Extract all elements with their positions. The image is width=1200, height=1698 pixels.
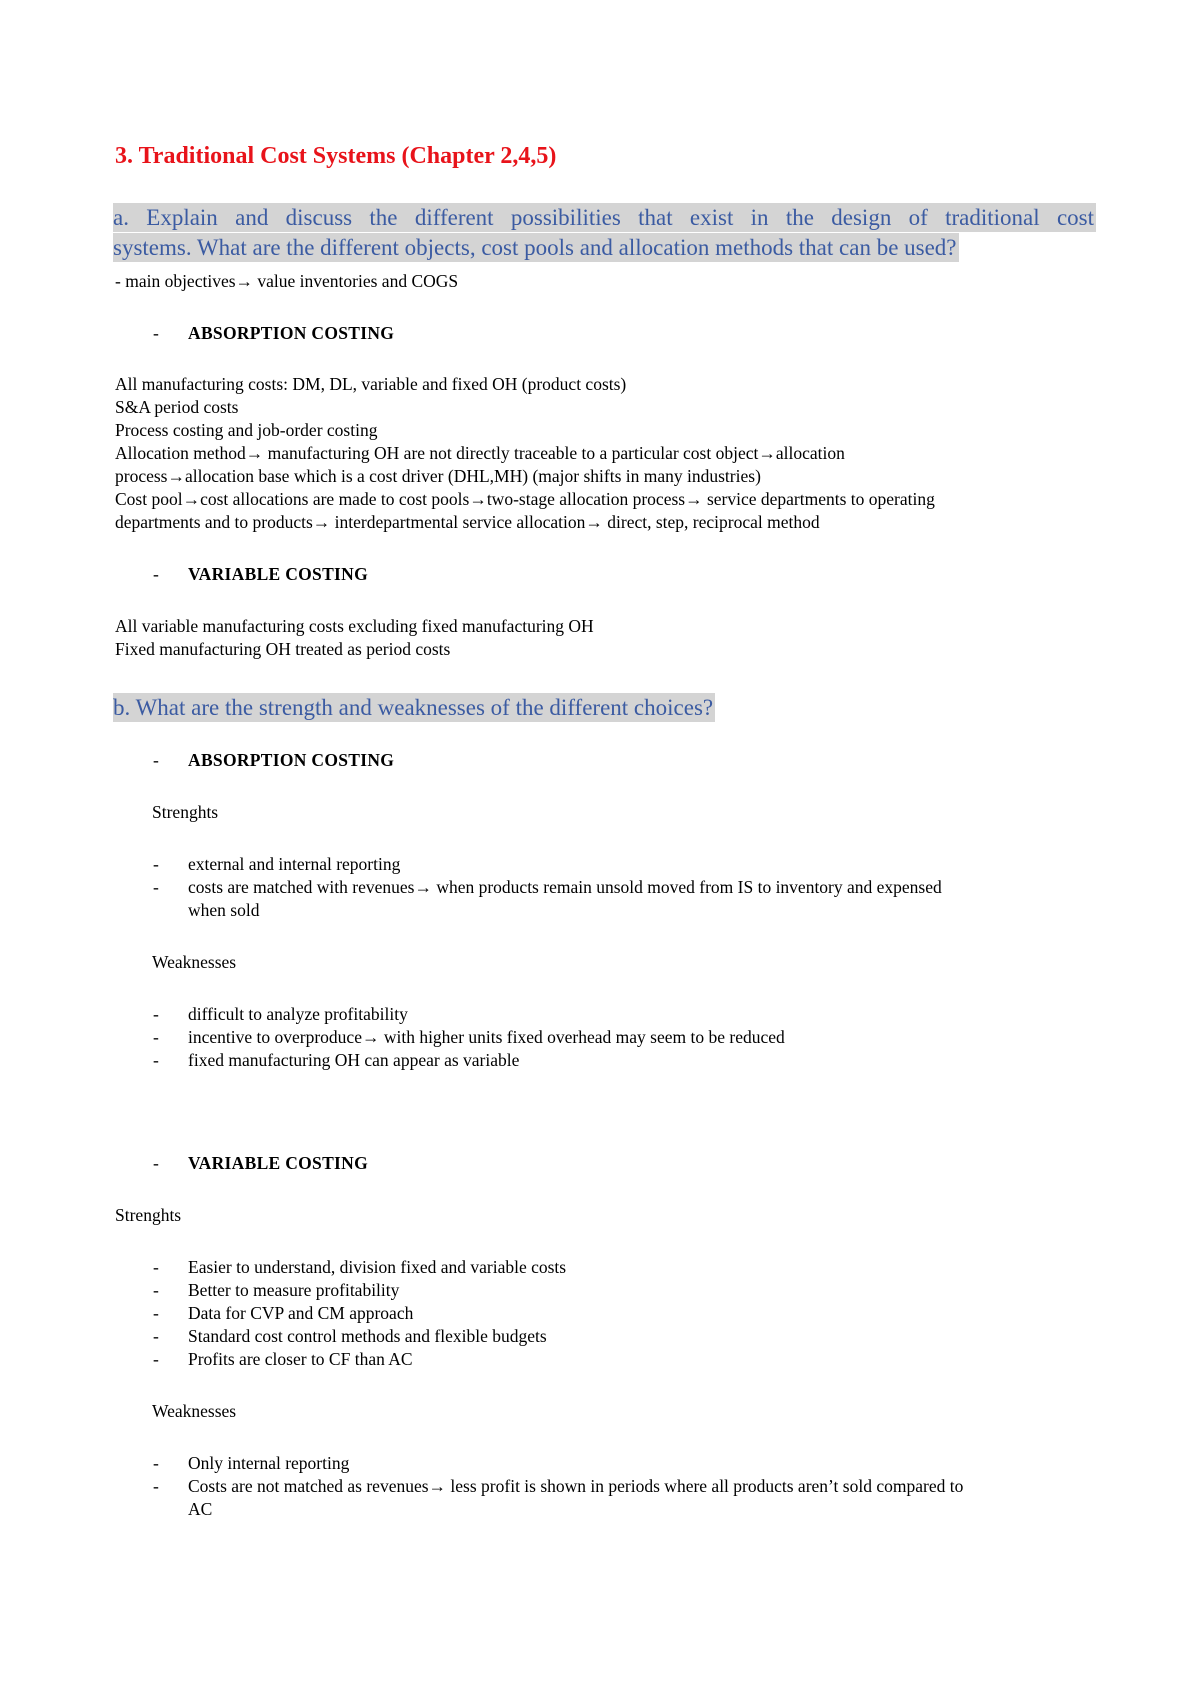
bullet-dash: -: [153, 1257, 159, 1277]
bullet-dash: -: [153, 323, 159, 343]
list-item: Easier to understand, division fixed and variable costs: [188, 1257, 567, 1277]
weaknesses-label: Weaknesses: [152, 952, 237, 972]
page-title: 3. Traditional Cost Systems (Chapter 2,4,5): [115, 143, 557, 169]
paragraph-line: process→allocation base which is a cost driver (DHL,MH) (major shifts in many industries): [115, 466, 761, 486]
list-item: incentive to overproduce→ with higher units fixed overhead may seem to be reduced: [188, 1027, 785, 1047]
list-item: external and internal reporting: [188, 854, 401, 874]
paragraph-line: departments and to products→ interdepartmental service allocation→ direct, step, reciprocal method: [115, 512, 820, 532]
paragraph-line: Cost pool→cost allocations are made to cost pools→two-stage allocation process→ service departments to operating: [115, 489, 935, 509]
bullet-dash: -: [153, 1153, 159, 1173]
bullet-dash: -: [153, 1027, 159, 1047]
list-item: Profits are closer to CF than AC: [188, 1349, 413, 1369]
bullet-dash: -: [153, 877, 159, 897]
intro-text: - main objectives→ value inventories and COGS: [115, 271, 459, 291]
bullet-dash: -: [153, 1303, 159, 1323]
list-item: Data for CVP and CM approach: [188, 1303, 414, 1323]
bullet-dash: -: [153, 1453, 159, 1473]
list-item: costs are matched with revenues→ when products remain unsold moved from IS to inventory and expensed: [188, 877, 942, 897]
paragraph-line: All variable manufacturing costs excluding fixed manufacturing OH: [115, 616, 594, 636]
weaknesses-label: Weaknesses: [152, 1401, 237, 1421]
list-item-continuation: when sold: [188, 900, 260, 920]
paragraph-line: Allocation method→ manufacturing OH are not directly traceable to a particular cost object→allocation: [115, 443, 845, 463]
section-heading-variable: VARIABLE COSTING: [188, 564, 369, 584]
list-item: fixed manufacturing OH can appear as variable: [188, 1050, 520, 1070]
bullet-dash: -: [153, 1050, 159, 1070]
bullet-dash: -: [153, 1476, 159, 1496]
strengths-label: Strenghts: [115, 1205, 182, 1225]
question-a-line-2: systems. What are the different objects, cost pools and allocation methods that can be used?: [113, 235, 957, 260]
list-item: difficult to analyze profitability: [188, 1004, 408, 1024]
bullet-dash: -: [153, 1004, 159, 1024]
list-item-continuation: AC: [188, 1499, 213, 1519]
question-b: b. What are the strength and weaknesses of the different choices?: [113, 695, 714, 720]
strengths-label: Strenghts: [152, 802, 219, 822]
bullet-dash: -: [153, 1326, 159, 1346]
list-item: Costs are not matched as revenues→ less profit is shown in periods where all products aren’t sold compared to: [188, 1476, 964, 1496]
section-heading-variable-b: VARIABLE COSTING: [188, 1153, 369, 1173]
paragraph-line: Process costing and job-order costing: [115, 420, 378, 440]
bullet-dash: -: [153, 1280, 159, 1300]
section-heading-absorption: ABSORPTION COSTING: [188, 323, 395, 343]
list-item: Better to measure profitability: [188, 1280, 400, 1300]
bullet-dash: -: [153, 564, 159, 584]
bullet-dash: -: [153, 1349, 159, 1369]
section-heading-absorption-b: ABSORPTION COSTING: [188, 750, 395, 770]
list-item: Only internal reporting: [188, 1453, 350, 1473]
paragraph-line: S&A period costs: [115, 397, 239, 417]
list-item: Standard cost control methods and flexible budgets: [188, 1326, 547, 1346]
question-a-line-1: a. Explain and discuss the different possibilities that exist in the design of traditional cost: [113, 205, 1094, 230]
paragraph-line: Fixed manufacturing OH treated as period costs: [115, 639, 451, 659]
paragraph-line: All manufacturing costs: DM, DL, variable and fixed OH (product costs): [115, 374, 627, 394]
bullet-dash: -: [153, 854, 159, 874]
bullet-dash: -: [153, 750, 159, 770]
